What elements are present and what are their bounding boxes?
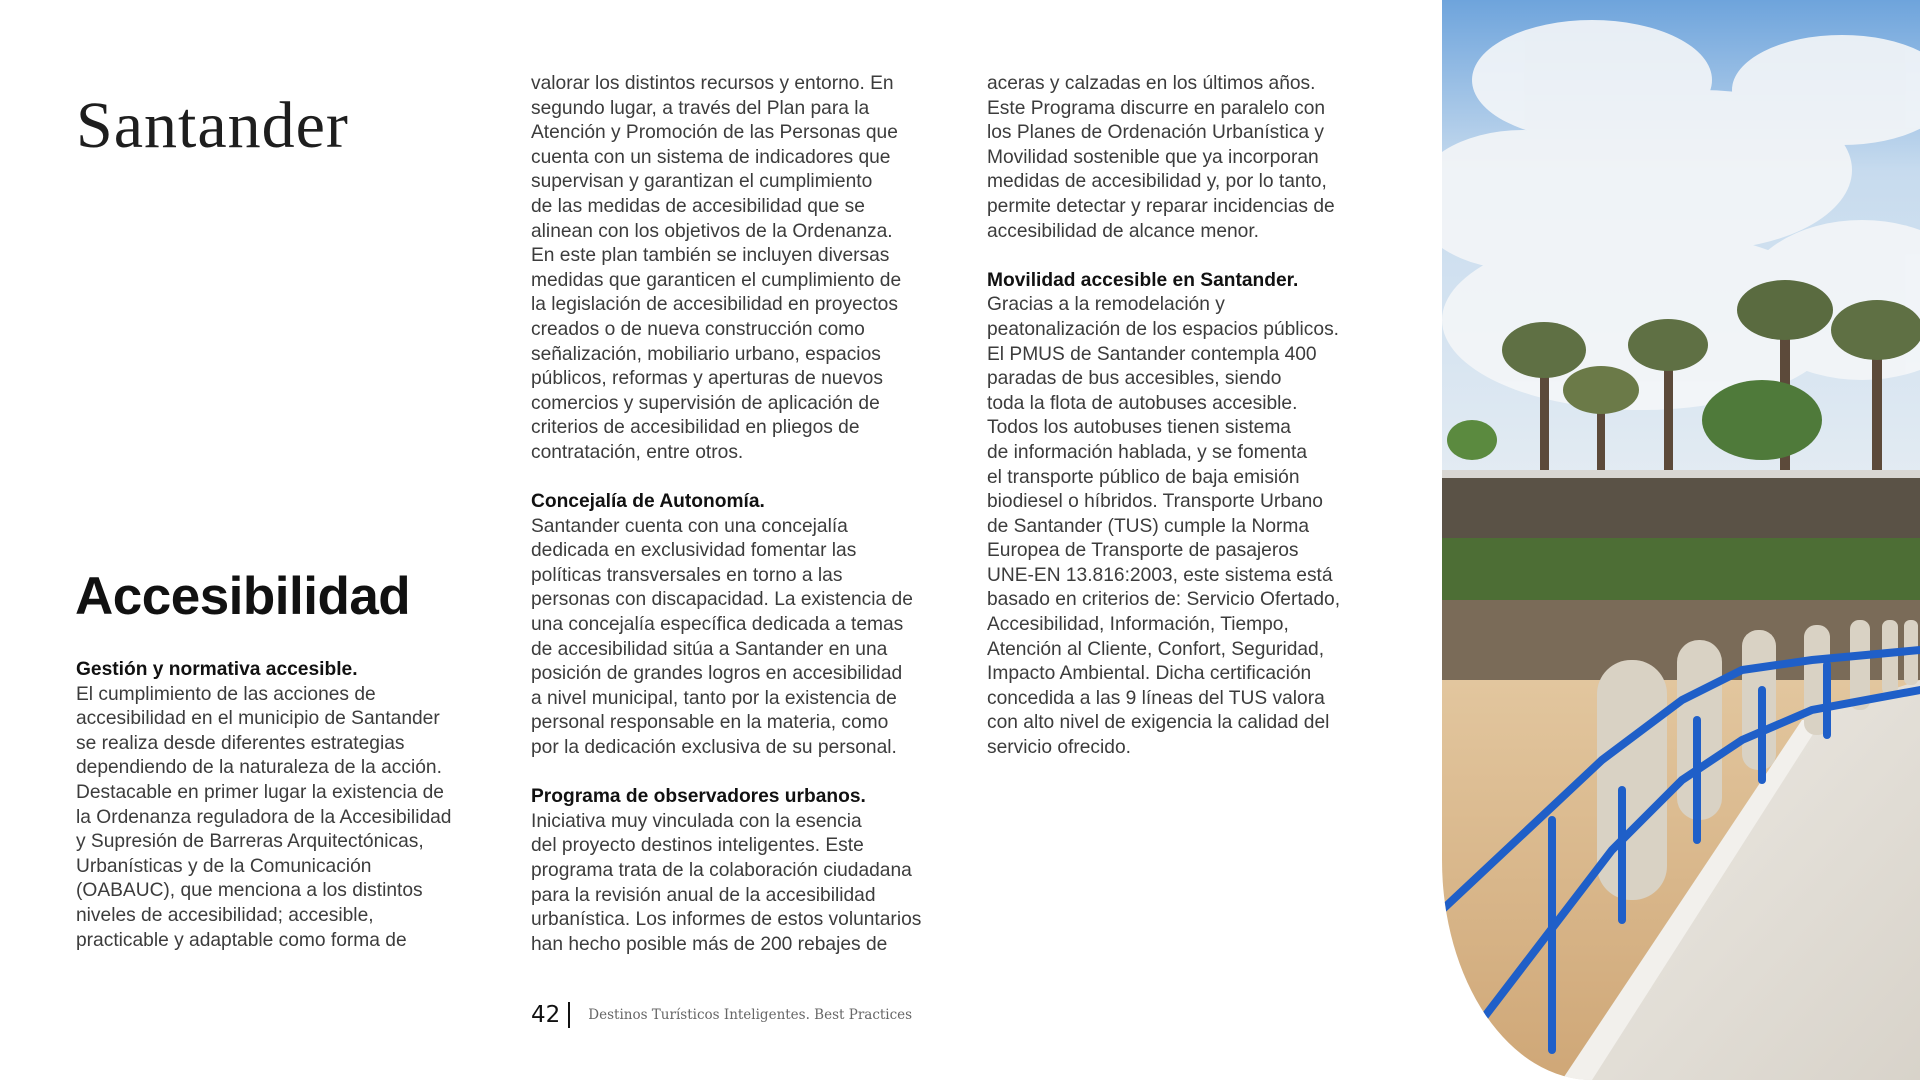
text-block (987, 269, 1407, 761)
body-text-line: accesibilidad de alcance menor. (987, 220, 1259, 242)
body-text-line: Este Programa discurre en paralelo con (987, 97, 1326, 119)
body-text-line: medidas de accesibilidad y, por lo tanto, (987, 171, 1327, 193)
body-text-line: supervisan y garantizan el cumplimiento (531, 171, 873, 193)
body-text-line: señalización, mobiliario urbano, espacios (531, 343, 881, 365)
text-block (987, 72, 1407, 244)
body-text-line: segundo lugar, a través del Plan para la (531, 97, 870, 119)
body-text-line: la legislación de accesibilidad en proyectos (531, 294, 898, 316)
body-text-line: dependiendo de la naturaleza de la acción. (76, 757, 442, 779)
publication-title: Destinos Turísticos Inteligentes. Best Practices (588, 1007, 913, 1023)
body-text-line: de las medidas de accesibilidad que se (531, 195, 865, 217)
body-text-line: accesibilidad en el municipio de Santander (76, 708, 440, 730)
body-text-line: (OABAUC), que menciona a los distintos (76, 880, 423, 902)
body-text-line: a nivel municipal, tanto por la existencia de (531, 687, 897, 709)
body-text-line: con alto nivel de exigencia la calidad del (987, 712, 1330, 734)
page-number: 42 (531, 1002, 561, 1028)
promenade-rail-top (1442, 470, 1920, 478)
body-text-line: políticas transversales en torno a las (531, 564, 843, 586)
subsection-heading: Gestión y normativa accesible. (76, 659, 358, 680)
body-text-line: Impacto Ambiental. Dicha certificación (987, 663, 1312, 685)
footer-divider (568, 1002, 570, 1028)
body-text-line: Destacable en primer lugar la existencia de (76, 781, 444, 803)
body-text-line: practicable y adaptable como forma de (76, 929, 407, 951)
text-block (76, 658, 496, 953)
body-text-line: el transporte público de baja emisión (987, 466, 1300, 488)
body-text-line: Accesibilidad, Información, Tiempo, (987, 614, 1289, 636)
promenade-illustration (1442, 0, 1920, 1080)
body-text-line: creados o de nueva construcción como (531, 318, 865, 340)
body-text-line: Gracias a la remodelación y (987, 294, 1225, 316)
text-block (531, 490, 971, 761)
stone-wall (1442, 478, 1920, 538)
body-text-line: Urbanísticas y de la Comunicación (76, 855, 372, 877)
body-text-line: la Ordenanza reguladora de la Accesibilidad (76, 806, 452, 828)
body-text-line: de accesibilidad sitúa a Santander en una (531, 638, 888, 660)
text-column-1 (76, 658, 496, 978)
body-text-line: de información hablada, y se fomenta (987, 441, 1307, 463)
body-text-line: permite detectar y reparar incidencias de (987, 195, 1335, 217)
body-text-line: El cumplimiento de las acciones de (76, 683, 376, 705)
body-text-line: criterios de accesibilidad en pliegos de (531, 417, 860, 439)
body-text-line: niveles de accesibilidad; accesible, (76, 904, 374, 926)
subsection-heading: Concejalía de Autonomía. (531, 491, 765, 513)
body-text-line: programa trata de la colaboración ciudadana (531, 860, 912, 881)
body-text-line: por la dedicación exclusiva de su personal. (531, 737, 897, 759)
body-text-line: toda la flota de autobuses accesible. (987, 392, 1298, 414)
body-text-line: basado en criterios de: Servicio Ofertado, (987, 589, 1341, 611)
body-text-line: posición de grandes logros en accesibilidad (531, 663, 903, 685)
body-text-line: Movilidad sostenible que ya incorporan (987, 146, 1319, 168)
body-text-line: se realiza desde diferentes estrategias (76, 732, 405, 754)
body-text-line: Atención y Promoción de las Personas que (531, 122, 898, 144)
body-text-line: El PMUS de Santander contempla 400 (987, 343, 1317, 365)
text-column-2 (531, 72, 971, 982)
body-text-line: Iniciativa muy vinculada con la esencia (531, 810, 862, 832)
text-column-3 (987, 72, 1407, 785)
body-text-line: del proyecto destinos inteligentes. Este (531, 835, 864, 857)
body-text-line: peatonalización de los espacios públicos. (987, 318, 1339, 340)
body-text-line: aceras y calzadas en los últimos años. (987, 73, 1316, 94)
body-text-line: para la revisión anual de la accesibilidad (531, 884, 876, 906)
body-text-line: personal responsable en la materia, como (531, 712, 889, 734)
body-text-line: han hecho posible más de 200 rebajes de (531, 933, 888, 955)
section-title: Accesibilidad (75, 567, 411, 626)
body-text-line: valorar los distintos recursos y entorno. En (531, 73, 894, 94)
body-text-line: los Planes de Ordenación Urbanística y (987, 122, 1325, 144)
body-text-line: servicio ofrecido. (987, 737, 1131, 759)
page-title: Santander (76, 89, 349, 162)
body-text-line: públicos, reformas y aperturas de nuevos (531, 368, 883, 390)
body-text-line: alinean con los objetivos de la Ordenanza. (531, 220, 893, 242)
body-text-line: y Supresión de Barreras Arquitectónicas, (76, 831, 424, 853)
body-text-line: Atención al Cliente, Confort, Seguridad, (987, 638, 1325, 660)
body-text-line: personas con discapacidad. La existencia de (531, 589, 913, 611)
body-text-line: concedida a las 9 líneas del TUS valora (987, 687, 1325, 709)
page-footer (531, 1002, 912, 1028)
body-text-line: Todos los autobuses tienen sistema (987, 417, 1291, 439)
body-text-line: una concejalía específica dedicada a temas (531, 614, 904, 636)
text-block (531, 785, 971, 957)
body-text-line: cuenta con un sistema de indicadores que (531, 146, 891, 168)
body-text-line: paradas de bus accesibles, siendo (987, 368, 1282, 390)
body-text-line: UNE-EN 13.816:2003, este sistema está (987, 564, 1333, 586)
body-text-line: biodiesel o híbridos. Transporte Urbano (987, 491, 1323, 513)
body-text-line: comercios y supervisión de aplicación de (531, 392, 880, 414)
text-block (531, 72, 971, 466)
body-text-line: medidas que garanticen el cumplimiento de (531, 269, 902, 291)
promenade-photo (1442, 0, 1920, 1080)
body-text-line: contratación, entre otros. (531, 441, 744, 463)
body-text-line: En este plan también se incluyen diversas (531, 245, 890, 267)
subsection-heading: Movilidad accesible en Santander. (987, 269, 1299, 291)
body-text-line: urbanística. Los informes de estos voluntarios (531, 909, 922, 931)
body-text-line: Santander cuenta con una concejalía (531, 515, 848, 537)
body-text-line: de Santander (TUS) cumple la Norma (987, 515, 1310, 537)
subsection-heading: Programa de observadores urbanos. (531, 786, 866, 808)
body-text-line: Europea de Transporte de pasajeros (987, 540, 1299, 562)
body-text-line: dedicada en exclusividad fomentar las (531, 540, 857, 562)
